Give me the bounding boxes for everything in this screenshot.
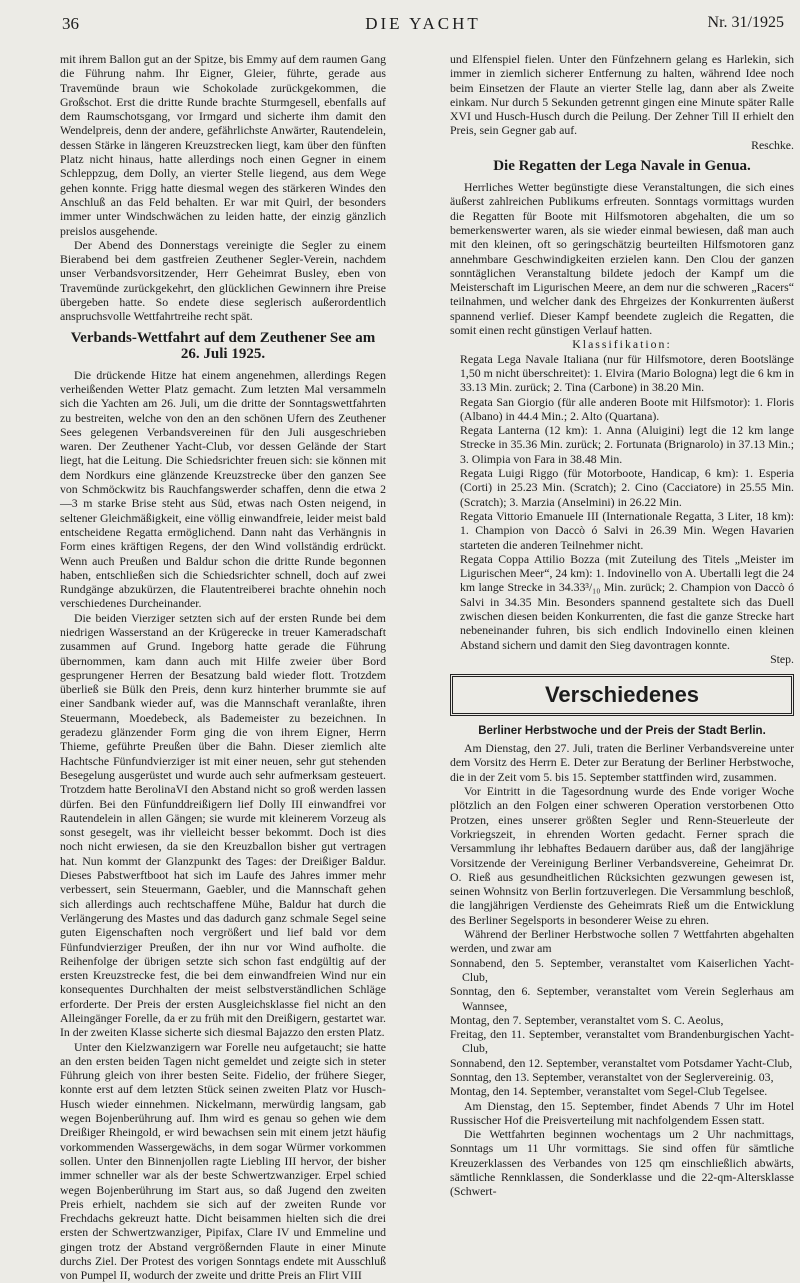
article-paragraph: Die drückende Hitze hat einem angenehmen, allerdings Regen verheißenden Wetter Platz gemacht. Zum letzten Mal versammeln sich die Yachten am 26. Juli, um die dritte der Sonntagswettfahrten zu bestreiten, welche von den an den schönen Ufern des Zeuthener Sees gelegenen Verbandsvereinen für den Juli ausgeschrieben waren. Der Zeuthener Yacht-Club, vor dessen Gelände der Start liegt, hat die Leitung. Die Schiedsrichter freuen sich: sie können mit dem Nordkurs eine glänzende Kreuzstrecke über den ganzen See von Schmöckwitz bis Rauchfangswerder schaffen, denn die etwa 2—3 m starke Brise steht aus Süd, etwas nach Osten neigend, in seltener Gleichmäßigkeit, eine völlig einwandfreie, leider meist bald entscheidene Regatta ermöglichend. Dann naht das Verhängnis in Form eines kräftigen Regens, der den Wind vollständig erdrückt. Wenn auch Preußen und Baldur schon die dritte Runde begonnen haben, entschließen sich die Schiedsrichter schnell, doch auf zwei Rundgänge abzukürzen, die Flautentreiberei brachte ohnehin noch verschiedenes Durcheinander.	[60, 367, 386, 611]
issue-number: Nr. 31/1925	[707, 14, 784, 31]
article-paragraph: Vor Eintritt in die Tagesordnung wurde des Ende voriger Woche plötzlich an den Folgen einer schweren Operation verstorbenen Otto Protzen, eines unserer größten Segler und Renn-Steuerleute der Vorkriegszeit, in ehrenden Worten gedacht. Ferner sprach die Versammlung ihr lebhaftes Bedauern darüber aus, daß der langjährige Vorsitzende der Vereinigung Berliner Verbandsvereine, Geheimrat Dr. O. Rieß aus gesundheitlichen Rücksichten gezwungen gewesen ist, seinen Wohnsitz von Berlin fortzuverlegen. Die Versammlung beschloß, die langjährigen Verdienste des Geheimrats Rieß um die Entwicklung des Berliner Segelsports in besonderer Weise zu ehren.	[450, 784, 794, 927]
author-signature: Reschke.	[751, 137, 794, 152]
article-subheading: Berliner Herbstwoche und der Preis der Stadt Berlin.	[478, 725, 766, 738]
article-paragraph: Der Abend des Donnerstags vereinigte die Segler zu einem Bierabend bei dem gastfreien Zeuthener Segler-Verein, nachdem unser Verbandsvorsitzender, Herr Geheimrat Busley, eben von Travemünde zurückgekehrt, den glücklichen Gewinnern ihre Preise übergeben hatte. So endete diese seglerisch außerordentlich anspruchsvolle Wettfahrtreihe recht spät.	[60, 237, 386, 324]
section-title: Verschiedenes	[544, 682, 700, 708]
regatta-result: Regata Vittorio Emanuele III (Internationale Regatta, 3 Liter, 18 km): 1. Champion von Daccò ó Salvi in 26.39 Min. Wegen Havarien starteten die anderen Teilnehmer nicht.	[460, 508, 794, 552]
regatta-result: Regata Lanterna (12 km): 1. Anna (Aluigini) legt die 12 km lange Strecke in 35.36 Min. zurück; 2. Fortunata (Brignarolo) in 37.13 Min.; 3. Olimpia von Fara in 38.48 Min.	[460, 423, 794, 466]
schedule-item: Sonnabend, den 12. September, veranstaltet vom Potsdamer Yacht-Club,	[450, 1055, 793, 1070]
article-paragraph: Während der Berliner Herbstwoche sollen 7 Wettfahrten abgehalten werden, und zwar am	[450, 927, 794, 956]
regatta-result: Regata Luigi Riggo (für Motorboote, Handicap, 6 km): 1. Esperia (Corti) in 25.23 Min. (Scratch); 2. Cino (Cacciatore) in 25.55 Min. (Scratch); 3. Marzia (Anselmini) in 26.22 Min.	[460, 466, 794, 509]
article-paragraph: mit ihrem Ballon gut an der Spitze, bis Emmy auf dem raumen Gang die Führung nahm. Ihr Eigner, Gleier, führte, gerade aus Travemünde braun wie Schokolade zurückgekommen, die Großschot. Erst die dritte Runde brachte Sturmgesell, ebenfalls auf dem Raumschotsgang, vor Irmgard und sicherte ihm damit den Wendelpreis, denn der andere, gefährlichste Anwärter, Rautendelein, dessen Stärke in längeren Kreuzstrecken liegt, kam über den fünften Platz nicht hinaus, hatte allerdings noch einen Gegner in einem Schleppzug, dem Dolly, an vierter Stelle liegend, aus dem Wege gehen konnte. Frigg hatte diesmal wegen des stärkeren Windes den Anschluß an das Feld behalten. Er war mit Quirl, der besonders immer unter Windschwächen zu leiden hatte, der einzig gänzlich preislos ausgehende.	[60, 52, 386, 238]
regatta-result: Regata Lega Navale Italiana (nur für Hilfsmotore, deren Bootslänge 1,50 m nicht überschreitet): 1. Elvira (Mario Bologna) legt die 6 km in 33.13 Min. zurück; 2. Tina (Carbone) in 38.20 Min.	[460, 351, 794, 395]
schedule-item: Montag, den 14. September, veranstaltet vom Segel-Club Tegelsee.	[450, 1084, 768, 1099]
article-paragraph: Herrliches Wetter begünstigte diese Veranstaltungen, die sich eines äußerst zahlreichen Publikums erfreuten. Sonntags vormittags wurden die Regatten für Boote mit Hilfsmotoren abgehalten, die um so bemerkenswerter waren, als sie wieder einmal bewiesen, daß man auch mit den kleinen, oft so geringschätzig beurteilten Hilfsmotoren ganz annehmbare Geschwindigkeiten erzielen kann. Den Clou der ganzen sonntäglichen Veranstaltung bildete jedoch der Kampf um die Meisterschaft im Ligurischen Meere, an dem nur die schweren „Racers“ teilnahmen, und welcher dank des Ehrgeizes der Konkurrenten äußerst spannend verlief. Dieser Kampf beendete zugleich die Regatten, die somit einen recht günstigen Verlauf hatten.	[450, 180, 794, 338]
classification-label: Klassifikation:	[572, 337, 672, 352]
page-header	[62, 14, 784, 38]
magazine-title: DIE YACHT	[365, 14, 481, 33]
schedule-item: Sonnabend, den 5. September, veranstaltet vom Kaiserlichen Yacht-Club,	[450, 955, 794, 984]
right-column	[450, 52, 794, 1199]
schedule-item: Sonntag, den 6. September, veranstaltet vom Verein Seglerhaus am Wannsee,	[450, 984, 794, 1013]
schedule-item: Freitag, den 11. September, veranstaltet vom Brandenburgischen Yacht-Club,	[450, 1027, 794, 1056]
article-heading: Verbands-Wettfahrt auf dem Zeuthener See am 26. Juli 1925.	[70, 329, 376, 362]
schedule-item: Montag, den 7. September, veranstaltet vom S. C. Aeolus,	[450, 1012, 724, 1027]
article-paragraph: Am Dienstag, den 27. Juli, traten die Berliner Verbandsvereine unter dem Vorsitz des Herrn E. Deter zur Beratung der Berliner Herbstwoche, die in der Zeit vom 5. bis 15. September stattfinden wird, zusammen.	[450, 741, 794, 784]
article-heading: Die Regatten der Lega Navale in Genua.	[493, 158, 751, 175]
regatta-result: Regata Coppa Attilio Bozza (mit Zuteilung des Titels „Meister im Ligurischen Meer“, 24 km): 1. Indovinello von A. Ubertalli legt die 24 km lange Strecke in 34.33³/₁₀ Min. zurück; 2. Champion von Daccò ó Salvi in 34.35 Min. Besonders spannend gestaltete sich das Duell zwischen diesen beiden Konkurrenten, die fast die ganze Strecke hart nebeneinander fuhren, bis sich endlich Indovinello einen kleinen Abstand sichern und damit den Sieg davontragen konnte.	[460, 551, 794, 652]
schedule-item: Sonntag, den 13. September, veranstaltet von der Seglervereinig. 03,	[450, 1070, 774, 1084]
page-number: 36	[62, 14, 79, 33]
section-box	[450, 674, 794, 716]
regatta-result: Regata San Giorgio (für alle anderen Boote mit Hilfsmotor): 1. Floris (Albano) in 44.4 Min.; 2. Alto (Quartana).	[460, 394, 794, 423]
author-signature: Step.	[770, 651, 794, 666]
article-paragraph: Unter den Kielzwanzigern war Forelle neu aufgetaucht; sie hatte an den ersten beiden Tagen nicht gemeldet und zeigte sich in steter Führung gleich von ihrer besten Seite. Fidelio, der frühere Sieger, konnte erst auf dem letzten Stück seinen zweiten Platz vor Husch-Husch wieder einnehmen. Nickelmann, merwürdig langsam, gab wegen Bojenberührung auf. Ihm wird es genau so gehen wie dem Dreißiger Rheingold, er wird bewachsen sein mit einem jetzt häufig vorkommenden Wassergewächs, in dem sogar Würmer vorkommen sollen. Unter den Binnenjollen ragte Liebling III hervor, der bisher immer schneller war als der beste Schwertzwanziger. Erpel schied wegen Bojenberührung im Start aus, so daß Jugend den zweiten Preis erhielt, nachdem sie sich auf der zweiten Runde vor Frechdachs gekreuzt hatte. Dicht beisammen hielten sich die drei ersten der Schwertzwanziger, Pipifax, Clare IV und Emmeline und gingen trotz der Abstand vergrößernden Flaute in einer Minute durchs Ziel. Der Protest des vorigen Sonntags endete mit Ausschluß von Pumpel II, wodurch der zweite und dritte Preis an Flirt VIII	[60, 1039, 386, 1283]
left-column	[60, 52, 386, 1283]
article-paragraph: und Elfenspiel fielen. Unter den Fünfzehnern gelang es Harlekin, sich immer in ziemlich sicherer Entfernung zu halten, während Idee noch beim Einsetzen der Flaute an vierter Stelle lag, dann aber als Zweite einkam. Nur durch 5 Sekunden getrennt gingen eine Minute später Ralle XVI und Husch-Husch durch die Peilung. Der Zehner Till II erhielt den Preis, sein Gegner gab auf.	[450, 52, 794, 138]
article-paragraph: Die Wettfahrten beginnen wochentags um 2 Uhr nachmittags, Sonntags um 11 Uhr vormittags. Sie sind offen für sämtliche Kreuzerklassen des Verbandes von 125 qm einschließlich abwärts, sämtliche Rennklassen, die Sonderklasse und die 22-qm-Altersklasse (Schwert-	[450, 1127, 794, 1199]
article-paragraph: Am Dienstag, den 15. September, findet Abends 7 Uhr im Hotel Russischer Hof die Preisverteilung mit nachfolgendem Essen statt.	[450, 1098, 794, 1127]
article-paragraph: Die beiden Vierziger setzten sich auf der ersten Runde bei dem niedrigen Wasserstand an der Krügerecke in treuer Kameradschaft zusammen auf Grund. Ingeborg hatte gerade die Führung übernommen, kam dann auch mit Hilfe zweier über Bord gesprungener Herren der Besatzung bald wieder flott. Trotzdem überließ sie Bülk den Preis, denn kurz hinterher brummte sie auf einer Sandbank wieder auf, was die Mannschaft veranlaßte, ihren Steuermann, Moedebeck, als Bademeister zu bezeichnen. In geradezu glänzender Form ging die von ihrem Eigner, Herrn Thieme, geführte Preußen über die Bahn. Dieser ziemlich alte Hachtsche Fünfundvierziger ist mit einer neuen, sehr gut stehenden Besegelung ausgerüstet und wurde auch sehr aufmerksam gesteuert. Trotzdem hatte BerolinaVI den Abstand nicht so groß werden lassen dürfen. Bei den Fünfunddreißigern lief Dolly III einwandfrei vor Rautendelein in allen Gängen; sie wurde mit kleinerem Vorzeug als sonst gesegelt, was ihr vielleicht besser bekommt. Doch ist dies noch nicht erwiesen, da sie den Kreuzballon bisher gut vertragen hat. Nun kommt der Glanzpunkt des Tages: der Dreißiger Baldur. Dieses Pabstwerftboot hat sich im Laufe des Jahres immer mehr verbessert, sein Steuermann, Gaebler, und die Mannschaft gehen sich allerdings auch rechtschaffene Mühe, Baldur hat durch die Verlängerung des Mastes und das dadurch ganz schmale Segel seine guten Eigenschaften noch vergrößert und lief bald vor dem Fünfundvierziger Preußen, der ihn nur vor Wind aufholte. die Reihenfolge der übrigen setzte sich schon fast endgültig auf der ersten Kreuzstrecke fest, die bei dem einwandfreien Wind nur ein konsequentes Durchhalten der meist selbstverständlichen Schläge erforderte. Der Preis der ersten Ausgleichsklasse fiel nicht an den Alleingänger Forelle, da er zu früh mit den Dreißigern, gestartet war. In der zweiten Klasse sicherte sich diesmal Bajazzo den ersten Platz.	[60, 610, 386, 1040]
